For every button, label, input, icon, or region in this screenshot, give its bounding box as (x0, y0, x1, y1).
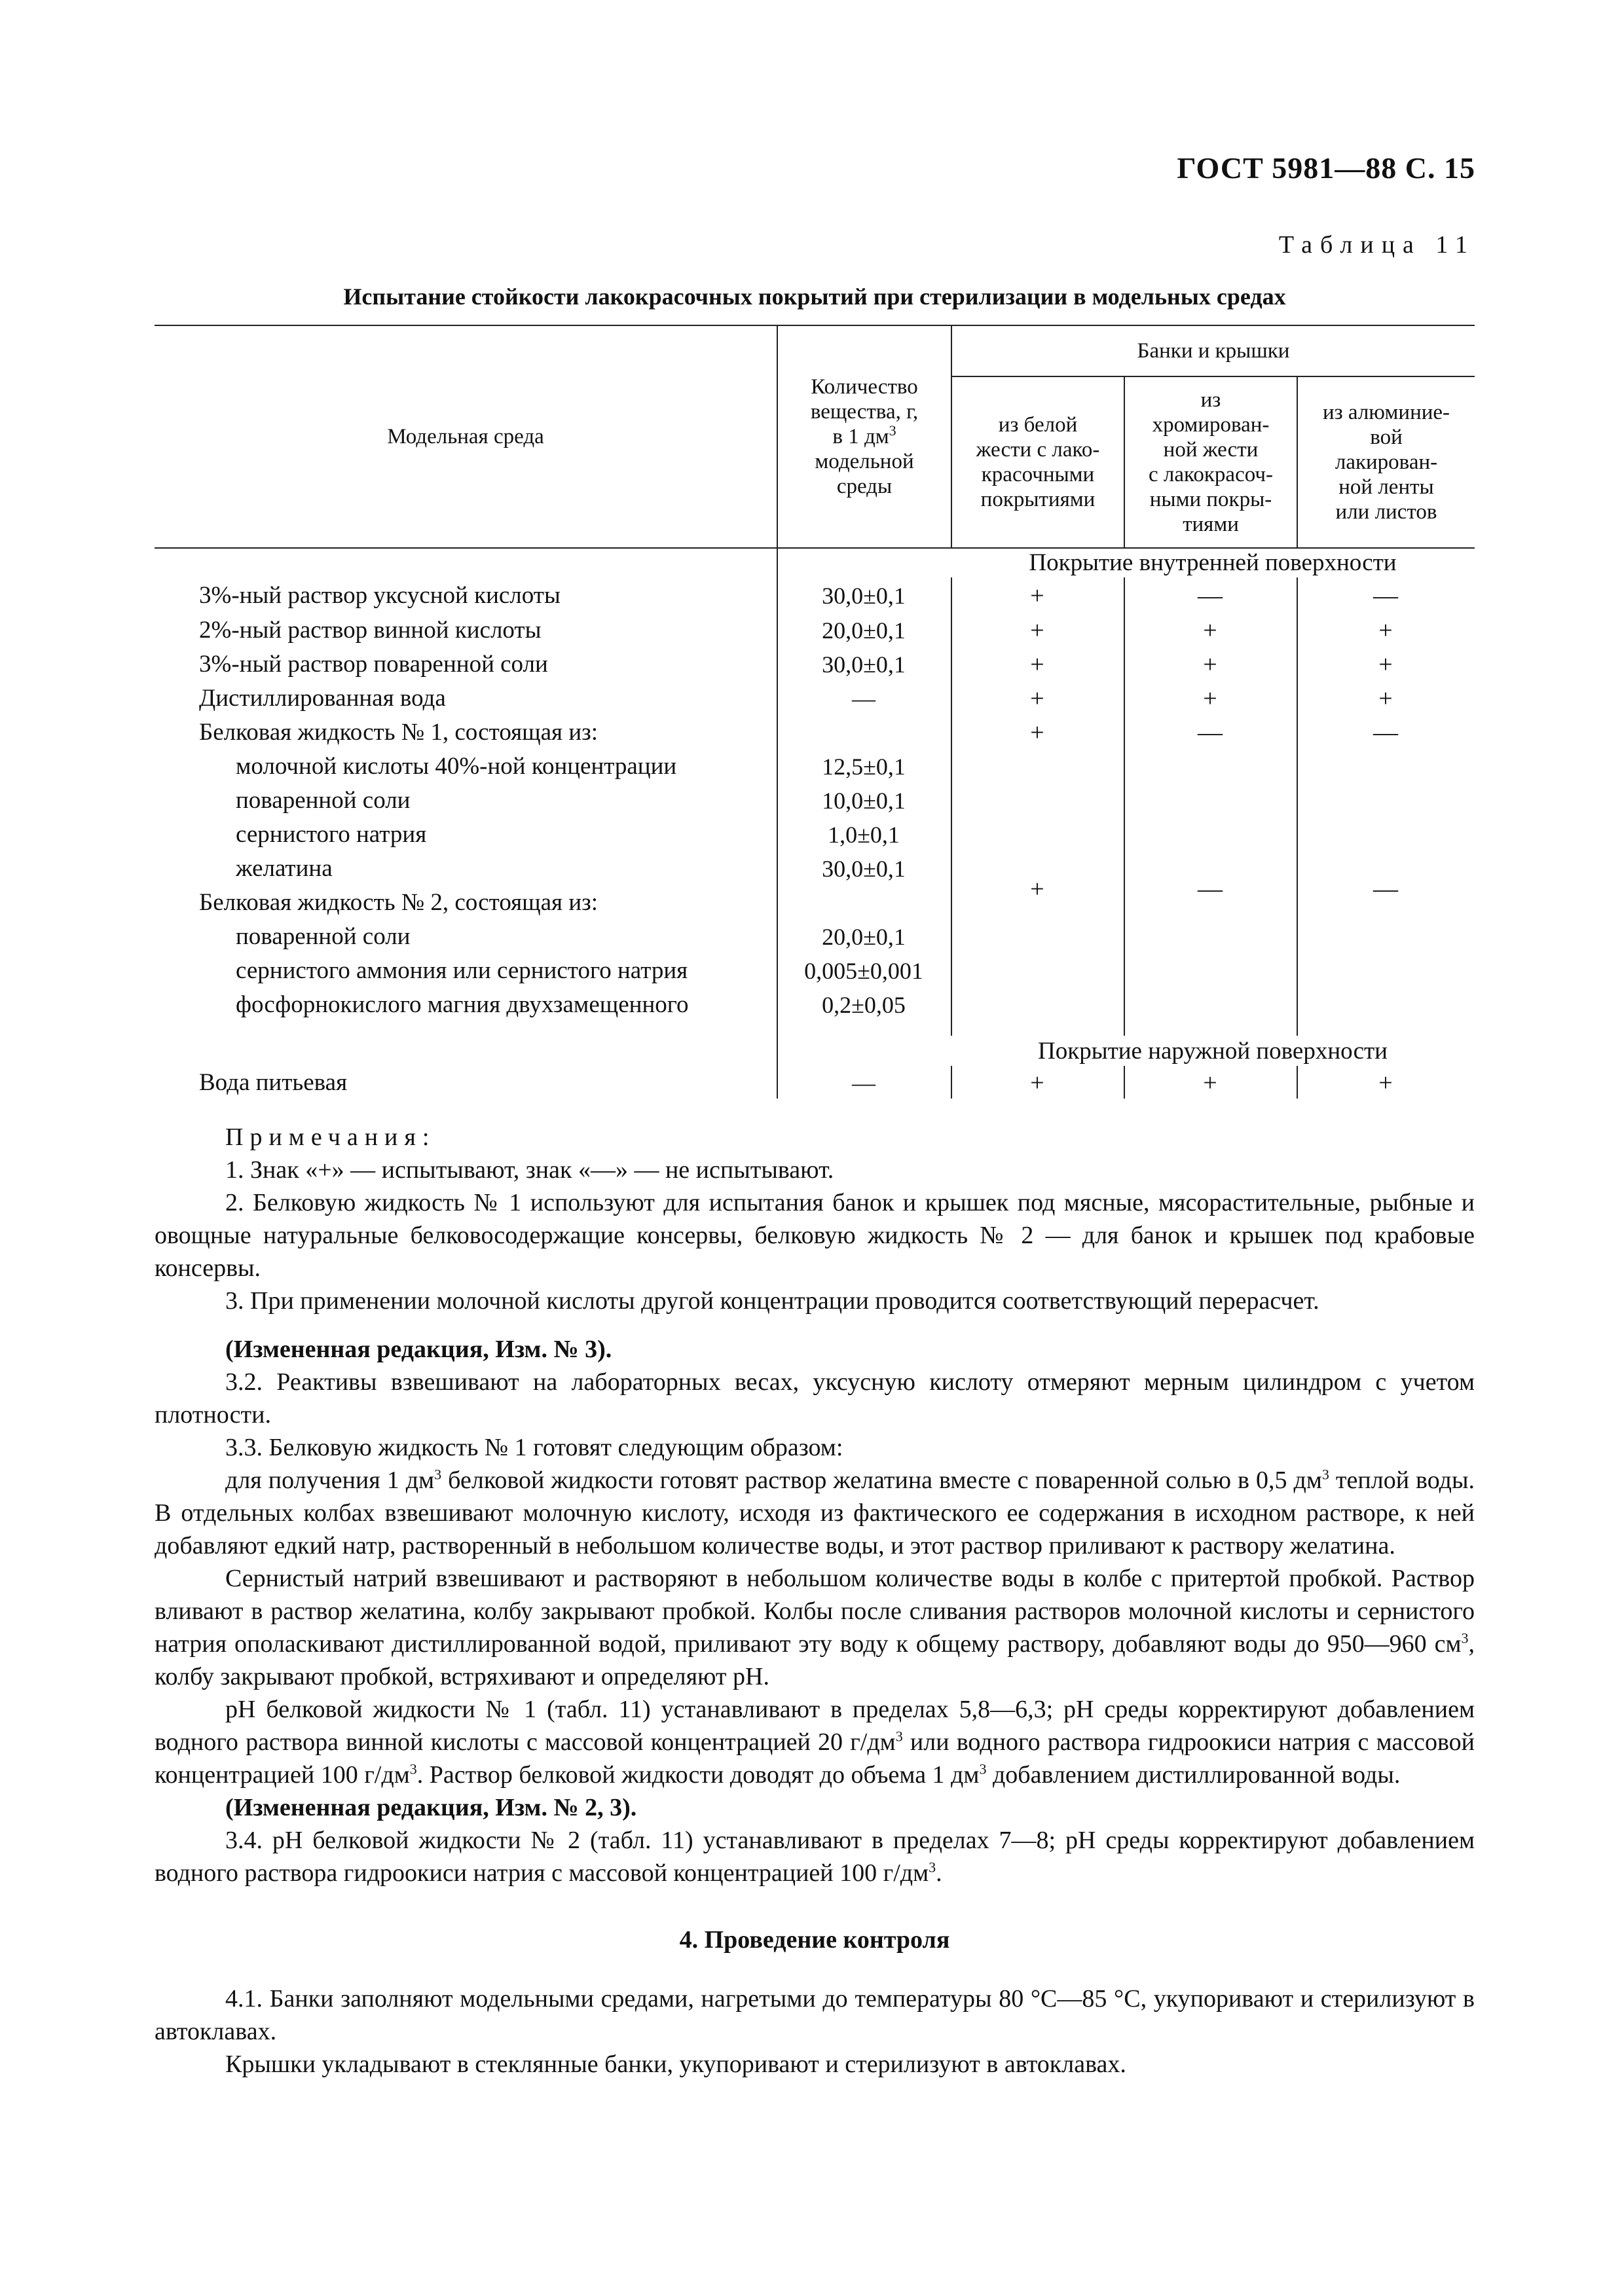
mark-tinplate: + (1030, 1069, 1044, 1097)
notes-heading: Примечания: (225, 1123, 436, 1151)
col-header-tinplate: из белой жести с лако- красочными покрытиями (976, 413, 1100, 511)
row-label: фосфорнокислого магния двухзамещенного (236, 991, 689, 1018)
row-qty: 1,0±0,1 (828, 822, 900, 848)
section-4-text (155, 1982, 1475, 2081)
paragraph-3-3-c: рН белковой жидкости № 1 (табл. 11) устанавливают в пределах 5,8—6,3; рН среды корректируют добавлением водного раствора винной кислоты с массовой концентрацией 20 $г/дм^3$ или водного раствора гидроокиси натрия с массовой концентрацией 100 $г/дм^3$. Раствор белковой жидкости доводят до объема 1 $дм^3$ добавлением дистиллированной воды. (155, 1696, 1475, 1789)
mark-aluminium: + (1378, 685, 1393, 712)
col-divider-3-body-a (1124, 577, 1125, 1036)
paragraph-4-1-b: Крышки укладывают в стеклянные банки, укупоривают и стерилизуют в автоклавах. (225, 2050, 1126, 2078)
col-header-group: Банки и крышки (1137, 339, 1290, 363)
row-qty: 12,5±0,1 (822, 754, 906, 780)
mark-chrome: + (1203, 685, 1217, 712)
row-label: сернистого аммония или сернистого натрия (236, 957, 688, 984)
row-label: желатина (236, 855, 333, 882)
mark-tinplate: + (1030, 651, 1044, 678)
paragraph-3-4: 3.4. рН белковой жидкости № 2 (табл. 11) устанавливают в пределах 7—8; рН среды корректируют добавлением водного раствора гидроокиси натрия с массовой концентрацией 100 $г/дм^3$. (155, 1827, 1475, 1887)
row-label: Дистиллированная вода (199, 685, 446, 712)
mark-tinplate: + (1030, 685, 1044, 712)
mark-aluminium: — (1373, 582, 1398, 610)
mark-chrome: — (1198, 582, 1223, 610)
paragraph-3-3: 3.3. Белковую жидкость № 1 готовят следующим образом: (225, 1434, 843, 1461)
row-qty: 20,0±0,1 (822, 924, 906, 950)
mark-aluminium: + (1378, 617, 1393, 644)
paragraph-3-3-b: Сернистый натрий взвешивают и растворяют в небольшом количестве воды в колбе с притертой пробкой. Раствор вливают в раствор желатина, колбу закрывают пробкой. Колбы после сливания растворов молочной кислоты и сернистого натрия ополаскивают дистиллированной водой, приливают эту воду к общему раствору, добавляют воды до 950—960 $см^3$, колбу закрывают пробкой, встряхивают и определяют рН. (155, 1565, 1475, 1690)
table-title: Испытание стойкости лакокрасочных покрытий при стерилизации в модельных средах (343, 283, 1286, 310)
mark-chrome: + (1203, 651, 1217, 678)
row-label: 2%-ный раствор винной кислоты (199, 617, 542, 644)
paragraph-3-3-a: для получения 1 $дм^3$ белковой жидкости готовят раствор желатина вместе с поваренной солью в 0,5 $дм^3$ теплой воды. В отдельных колбах взвешивают молочную кислоту, исходя из фактического ее содержания в исходном растворе, к ней добавляют едкий натр, растворенный в небольшом количестве воды, и этот раствор приливают к раствору желатина. (155, 1466, 1475, 1559)
section-3-text (155, 1333, 1475, 1889)
mark-tinplate: + (1030, 582, 1044, 610)
row-label: молочной кислоты 40%-ной концентрации (236, 753, 677, 780)
row-qty: 10,0±0,1 (822, 788, 906, 814)
table-label: Таблица 11 (1278, 231, 1475, 259)
paragraph-4-1: 4.1. Банки заполняют модельными средами, нагретыми до температуры 80 °С—85 °С, укупоривают и стерилизуют в автоклавах. (155, 1985, 1475, 2045)
row-qty: 0,005±0,001 (804, 958, 923, 984)
mark-aluminium: — (1373, 719, 1398, 746)
row-qty: — (852, 685, 876, 712)
row-qty: 20,0±0,1 (822, 617, 906, 644)
mark-aluminium: — (1373, 875, 1398, 903)
row-qty: 0,2±0,05 (822, 992, 906, 1018)
col-header-medium: Модельная среда (387, 425, 544, 448)
table-11 (155, 325, 1475, 1099)
mark-aluminium: + (1378, 651, 1393, 678)
section-inner-coating: Покрытие внутренней поверхности (1029, 549, 1397, 576)
section-outer-coating: Покрытие наружной поверхности (1038, 1038, 1388, 1065)
amendment-note: (Измененная редакция, Изм. № 2, 3). (225, 1794, 637, 1821)
row-label: 3%-ный раствор уксусной кислоты (199, 582, 561, 609)
mark-tinplate: + (1030, 875, 1044, 903)
row-qty: 30,0±0,1 (822, 583, 906, 609)
row-label: Белковая жидкость № 1, состоящая из: (199, 719, 599, 746)
section-4-heading: 4. Проведение контроля (679, 1926, 950, 1954)
mark-chrome: — (1198, 875, 1223, 903)
section-4 (155, 1923, 1475, 1956)
mark-tinplate: + (1030, 617, 1044, 644)
col-divider-2-body-a (951, 577, 952, 1036)
row-label: Вода питьевая (199, 1069, 348, 1096)
paragraph-3-2: 3.2. Реактивы взвешивают на лабораторных весах, уксусную кислоту отмеряют мерным цилиндром с учетом плотности. (155, 1368, 1475, 1429)
note-3: 3. При применении молочной кислоты другой концентрации проводится соответствующий перерасчет. (225, 1287, 1319, 1315)
row-label: поваренной соли (236, 923, 411, 950)
mark-tinplate: + (1030, 719, 1044, 746)
col-header-chrome: из хромирован- ной жести с лакокрасоч- ными покры- тиями (1149, 388, 1273, 536)
row-label: сернистого натрия (236, 821, 427, 848)
row-qty: 30,0±0,1 (822, 651, 906, 678)
mark-chrome: — (1198, 719, 1223, 746)
amendment-note: (Измененная редакция, Изм. № 3). (225, 1336, 612, 1363)
row-label: поваренной соли (236, 787, 411, 814)
row-label: 3%-ный раствор поваренной соли (199, 651, 548, 678)
row-label: Белковая жидкость № 2, состоящая из: (199, 889, 599, 916)
note-1: 1. Знак «+» — испытывают, знак «—» — не испытывают. (225, 1156, 834, 1184)
col-divider-4-body-a (1297, 577, 1298, 1036)
mark-chrome: + (1203, 1069, 1217, 1097)
note-2: 2. Белковую жидкость № 1 используют для испытания банок и крышек под мясные, мясорастительные, рыбные и овощные натуральные белковосодержащие консервы, белковую жидкость № 2 — для банок и крышек под крабовые консервы. (155, 1189, 1475, 1282)
col-header-qty: Количество вещества, г, в 1 $дм^3$ модельной среды (810, 375, 919, 498)
mark-chrome: + (1203, 617, 1217, 644)
col-header-aluminium: из алюминие- вой лакирован- ной ленты или листов (1322, 401, 1450, 524)
row-qty: 30,0±0,1 (822, 856, 906, 882)
page-header: ГОСТ 5981—88 С. 15 (1177, 151, 1475, 185)
table-notes (155, 1121, 1475, 1317)
row-qty: — (852, 1070, 876, 1096)
mark-aluminium: + (1378, 1069, 1393, 1097)
